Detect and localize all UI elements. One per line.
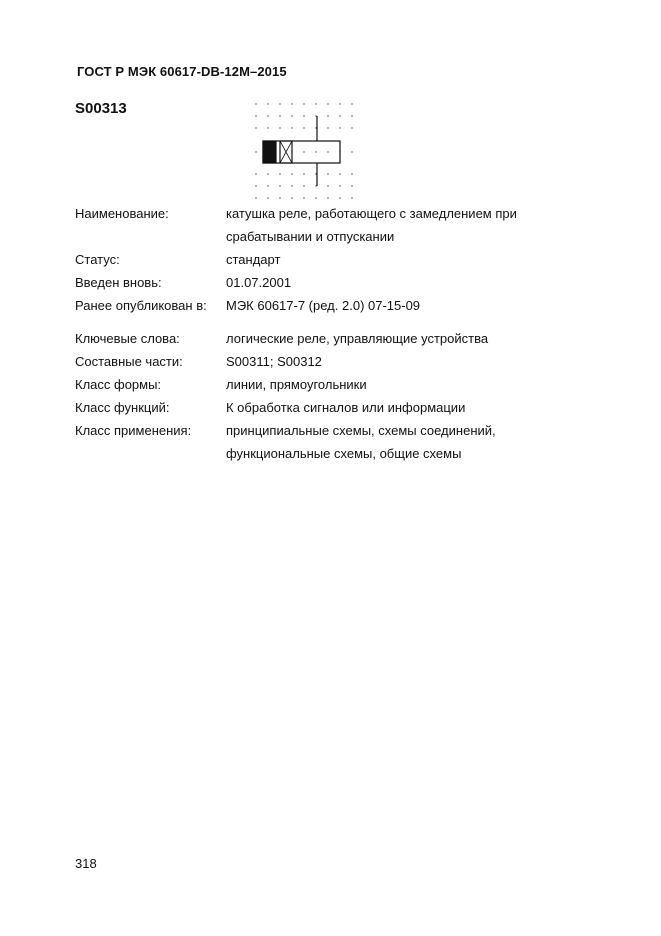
property-row-status bbox=[75, 248, 595, 271]
property-value: 01.07.2001 bbox=[226, 275, 292, 290]
grid-dot bbox=[267, 115, 268, 116]
grid-dot bbox=[267, 127, 268, 128]
property-row-shape-class bbox=[75, 373, 595, 396]
property-value: катушка реле, работающего с замедлением при срабатывании и отпускании bbox=[226, 206, 517, 244]
grid-dot bbox=[351, 127, 352, 128]
grid-dot bbox=[351, 197, 352, 198]
property-label: Класс формы: bbox=[75, 377, 162, 392]
property-value: линии, прямоугольники bbox=[226, 377, 367, 392]
grid-dot bbox=[303, 103, 304, 104]
grid-dot bbox=[351, 185, 352, 186]
symbol-code: S00313 bbox=[75, 100, 127, 117]
grid-dot bbox=[279, 173, 280, 174]
grid-dot bbox=[291, 197, 292, 198]
grid-dot bbox=[327, 185, 328, 186]
property-label: Наименование: bbox=[75, 206, 169, 221]
grid-dot bbox=[279, 127, 280, 128]
property-value: S00311; S00312 bbox=[226, 354, 322, 369]
grid-dot bbox=[339, 127, 340, 128]
property-row-name bbox=[75, 202, 595, 248]
grid-dot bbox=[255, 103, 256, 104]
grid-dot bbox=[255, 173, 256, 174]
grid-dot bbox=[303, 115, 304, 116]
property-value: МЭК 60617-7 (ред. 2.0) 07-15-09 bbox=[226, 298, 421, 313]
grid-dot bbox=[267, 103, 268, 104]
relay-coil-slow-operate-slow-release-icon bbox=[252, 100, 356, 200]
grid-dot bbox=[267, 173, 268, 174]
property-value: стандарт bbox=[226, 252, 281, 267]
grid-dot bbox=[291, 103, 292, 104]
grid-dot bbox=[291, 173, 292, 174]
document-header: ГОСТ Р МЭК 60617-DB-12M–2015 bbox=[77, 64, 287, 79]
grid-dot bbox=[279, 185, 280, 186]
grid-dot bbox=[255, 151, 256, 152]
property-value: К обработка сигналов или информации bbox=[226, 400, 466, 415]
grid-dot bbox=[303, 151, 304, 152]
grid-dot bbox=[303, 197, 304, 198]
grid-dot bbox=[303, 173, 304, 174]
grid-dot bbox=[327, 127, 328, 128]
grid-dot bbox=[327, 173, 328, 174]
grid-dot bbox=[279, 197, 280, 198]
grid-dot bbox=[339, 197, 340, 198]
grid-dot bbox=[255, 115, 256, 116]
grid-dot bbox=[339, 185, 340, 186]
grid-dot bbox=[255, 127, 256, 128]
property-label: Введен вновь: bbox=[75, 275, 162, 290]
grid-dot bbox=[279, 103, 280, 104]
slow-release-marker bbox=[263, 141, 276, 163]
grid-dot bbox=[315, 103, 316, 104]
grid-dot bbox=[339, 103, 340, 104]
property-row-components bbox=[75, 350, 595, 373]
grid-dot bbox=[291, 115, 292, 116]
property-label: Составные части: bbox=[75, 354, 183, 369]
grid-dot bbox=[327, 197, 328, 198]
grid-dot bbox=[339, 115, 340, 116]
grid-dot bbox=[351, 115, 352, 116]
grid-dot bbox=[327, 103, 328, 104]
property-label: Ранее опубликован в: bbox=[75, 298, 207, 313]
grid-dot bbox=[315, 151, 316, 152]
grid-dot bbox=[339, 173, 340, 174]
property-value: логические реле, управляющие устройства bbox=[226, 331, 489, 346]
property-row-previously-published bbox=[75, 294, 595, 317]
property-row-introduced bbox=[75, 271, 595, 294]
grid-dot bbox=[291, 127, 292, 128]
grid-dot bbox=[351, 151, 352, 152]
grid-dot bbox=[279, 115, 280, 116]
grid-dot bbox=[327, 151, 328, 152]
grid-dot bbox=[291, 185, 292, 186]
grid-dot bbox=[303, 185, 304, 186]
grid-dot bbox=[315, 197, 316, 198]
properties-table bbox=[75, 202, 595, 465]
property-value: принципиальные схемы, схемы соединений, функциональные схемы, общие схемы bbox=[226, 423, 496, 461]
page-number: 318 bbox=[75, 856, 97, 871]
grid-dot bbox=[267, 197, 268, 198]
property-label: Ключевые слова: bbox=[75, 331, 180, 346]
property-row-function-class bbox=[75, 396, 595, 419]
property-label: Класс функций: bbox=[75, 400, 170, 415]
property-label: Класс применения: bbox=[75, 423, 192, 438]
grid-dot bbox=[351, 103, 352, 104]
grid-dot bbox=[303, 127, 304, 128]
property-row-keywords bbox=[75, 327, 595, 350]
grid-dot bbox=[255, 197, 256, 198]
grid-dot bbox=[267, 185, 268, 186]
property-label: Статус: bbox=[75, 252, 120, 267]
grid-dot bbox=[327, 115, 328, 116]
grid-dot bbox=[255, 185, 256, 186]
grid-dot bbox=[351, 173, 352, 174]
property-row-application-class bbox=[75, 419, 595, 465]
